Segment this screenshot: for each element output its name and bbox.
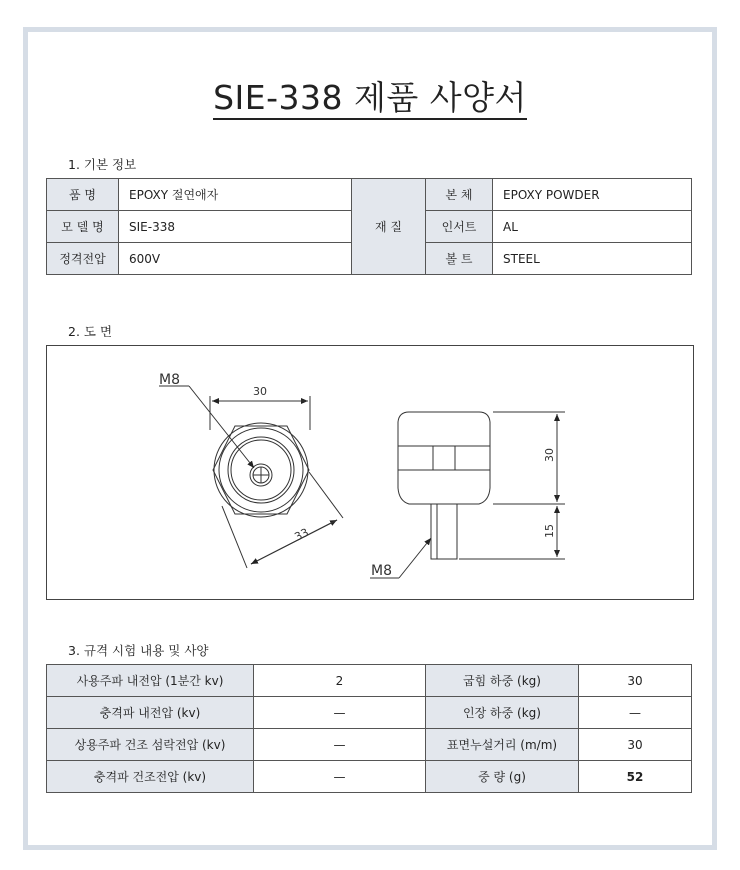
- label-impulse-withstand: 충격파 내전압 (kv): [47, 697, 254, 729]
- section-basic-info-title: 1. 기본 정보: [68, 157, 137, 172]
- drawing-svg: [47, 346, 693, 599]
- table-row: [47, 179, 692, 211]
- value-body: EPOXY POWDER: [493, 179, 692, 211]
- table-row: [47, 729, 692, 761]
- front-view: [213, 423, 309, 517]
- label-dry-flashover: 상용주파 건조 섬락전압 (kv): [47, 729, 254, 761]
- label-weight: 중 량 (g): [426, 761, 579, 793]
- label-insert: 인서트: [426, 211, 493, 243]
- basic-info-table: [46, 178, 692, 275]
- table-row: [47, 761, 692, 793]
- section-drawing-title: 2. 도 면: [68, 324, 113, 339]
- label-model: 모 델 명: [47, 211, 119, 243]
- technical-drawing: [46, 345, 694, 600]
- dim-label-30-top: 30: [253, 385, 267, 398]
- page-title: [28, 72, 712, 119]
- leader-m8-left: [159, 386, 254, 468]
- value-model: SIE-338: [119, 211, 352, 243]
- side-view: [398, 412, 490, 559]
- dim-top: [210, 396, 310, 430]
- value-bolt: STEEL: [493, 243, 692, 275]
- dim-diagonal: [222, 472, 343, 568]
- test-spec-table: [46, 664, 692, 793]
- document-page: [23, 27, 717, 850]
- label-m8-left: M8: [159, 372, 180, 388]
- table-row: [47, 665, 692, 697]
- value-insert: AL: [493, 211, 692, 243]
- label-power-freq-withstand: 사용주파 내전압 (1분간 kv): [47, 665, 254, 697]
- value-product-name: EPOXY 절연애자: [119, 179, 352, 211]
- dim-label-33: 33: [292, 525, 311, 544]
- label-rated-voltage: 정격전압: [47, 243, 119, 275]
- page-title-text: SIE-338 제품 사양서: [213, 78, 527, 120]
- value-power-freq-withstand: 2: [254, 665, 426, 697]
- value-impulse-withstand: —: [254, 697, 426, 729]
- value-weight: 52: [579, 761, 692, 793]
- dim-label-30-height: 30: [543, 448, 556, 462]
- value-bending-load: 30: [579, 665, 692, 697]
- table-row: [47, 697, 692, 729]
- label-bending-load: 굽힘 하중 (kg): [426, 665, 579, 697]
- value-rated-voltage: 600V: [119, 243, 352, 275]
- section-test-spec-title: 3. 규격 시험 내용 및 사양: [68, 643, 209, 658]
- label-impulse-dry-voltage: 충격파 건조전압 (kv): [47, 761, 254, 793]
- bolt-stem: [431, 504, 457, 559]
- value-creepage-distance: 30: [579, 729, 692, 761]
- body-outline: [398, 412, 490, 504]
- value-tensile-load: —: [579, 697, 692, 729]
- label-tensile-load: 인장 하중 (kg): [426, 697, 579, 729]
- dim-label-15: 15: [543, 524, 556, 538]
- label-product-name: 품 명: [47, 179, 119, 211]
- label-body: 본 체: [426, 179, 493, 211]
- label-creepage-distance: 표면누설거리 (m/m): [426, 729, 579, 761]
- label-m8-right: M8: [371, 563, 392, 579]
- label-bolt: 볼 트: [426, 243, 493, 275]
- label-material: 재 질: [352, 179, 426, 275]
- value-dry-flashover: —: [254, 729, 426, 761]
- value-impulse-dry-voltage: —: [254, 761, 426, 793]
